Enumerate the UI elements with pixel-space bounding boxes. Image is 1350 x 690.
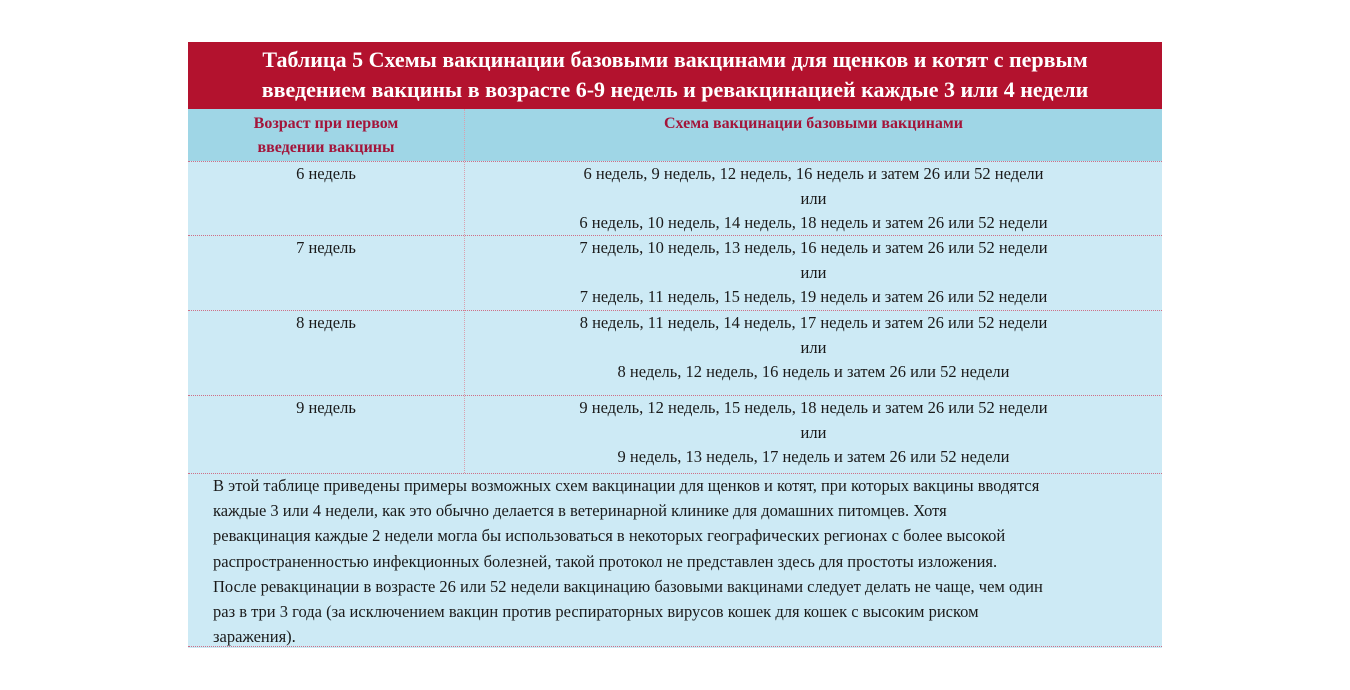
row-age: 9 недель — [296, 398, 356, 417]
table-title-line-2: введением вакцины в возрасте 6-9 недель и ревакцинацией каждые 3 или 4 недели — [261, 77, 1089, 102]
table-row — [188, 310, 1162, 397]
footnote-line: В этой таблице приведены примеры возможных схем вакцинации для щенков и котят, при которых вакцины вводятся — [213, 476, 1040, 495]
header-age-line-2: введении вакцины — [257, 139, 395, 156]
scheme-option-a: 8 недель, 11 недель, 14 недель, 17 недель и затем 26 или 52 недели — [579, 313, 1048, 332]
row-scheme — [465, 396, 1162, 470]
footnote-line: распространенностью инфекционных болезней, такой протокол не представлен здесь для простоты изложения. — [213, 551, 998, 571]
table-row — [188, 161, 1162, 237]
table-row — [188, 235, 1162, 312]
table-title-line-1: Таблица 5 Схемы вакцинации базовыми вакцинами для щенков и котят с первым — [262, 47, 1088, 72]
row-scheme — [465, 162, 1162, 236]
scheme-or: или — [800, 188, 827, 208]
table-row — [188, 395, 1162, 474]
table-footnote — [213, 473, 1158, 649]
row-age: 6 недель — [296, 164, 356, 183]
vaccination-table — [188, 42, 1162, 648]
footnote-line: раз в три 3 года (за исключением вакцин против респираторных вирусов кошек для кошек с высоким риском — [213, 602, 979, 622]
scheme-option-a: 6 недель, 9 недель, 12 недель, 16 недель и затем 26 или 52 недели — [583, 164, 1044, 183]
row-scheme — [465, 311, 1162, 385]
row-age: 8 недель — [296, 313, 356, 332]
footnote-line: заражения). — [213, 627, 296, 647]
row-age: 7 недель — [296, 238, 356, 257]
row-scheme — [465, 236, 1162, 310]
header-scheme-column: Схема вакцинации базовыми вакцинами — [663, 115, 964, 132]
scheme-or: или — [800, 337, 827, 357]
scheme-or: или — [800, 262, 827, 282]
scheme-option-a: 7 недель, 10 недель, 13 недель, 16 недель и затем 26 или 52 недели — [579, 238, 1048, 257]
table-bottom-border — [188, 646, 1162, 647]
table-title — [188, 42, 1162, 109]
header-age-line-1: Возраст при первом — [253, 115, 399, 132]
footnote-line: ревакцинация каждые 2 недели могла бы использоваться в некоторых географических регионах с более высокой — [213, 526, 1006, 546]
scheme-option-a: 9 недель, 12 недель, 15 недель, 18 недель и затем 26 или 52 недели — [579, 398, 1048, 417]
scheme-option-b: 8 недель, 12 недель, 16 недель и затем 26 или 52 недели — [617, 362, 1010, 381]
header-age-column — [188, 112, 464, 160]
scheme-or: или — [800, 422, 827, 442]
footnote-line: После ревакцинации в возрасте 26 или 52 недели вакцинацию базовыми вакцинами следует делать не чаще, чем один — [213, 576, 1043, 596]
footnote-line: каждые 3 или 4 недели, как это обычно делается в ветеринарной клинике для домашних питомцев. Хотя — [213, 501, 947, 521]
scheme-option-b: 7 недель, 11 недель, 15 недель, 19 недель и затем 26 или 52 недели — [579, 287, 1048, 306]
scheme-option-b: 6 недель, 10 недель, 14 недель, 18 недель и затем 26 или 52 недели — [579, 213, 1048, 232]
scheme-option-b: 9 недель, 13 недель, 17 недель и затем 26 или 52 недели — [617, 447, 1010, 466]
table-header-row — [188, 109, 1162, 161]
